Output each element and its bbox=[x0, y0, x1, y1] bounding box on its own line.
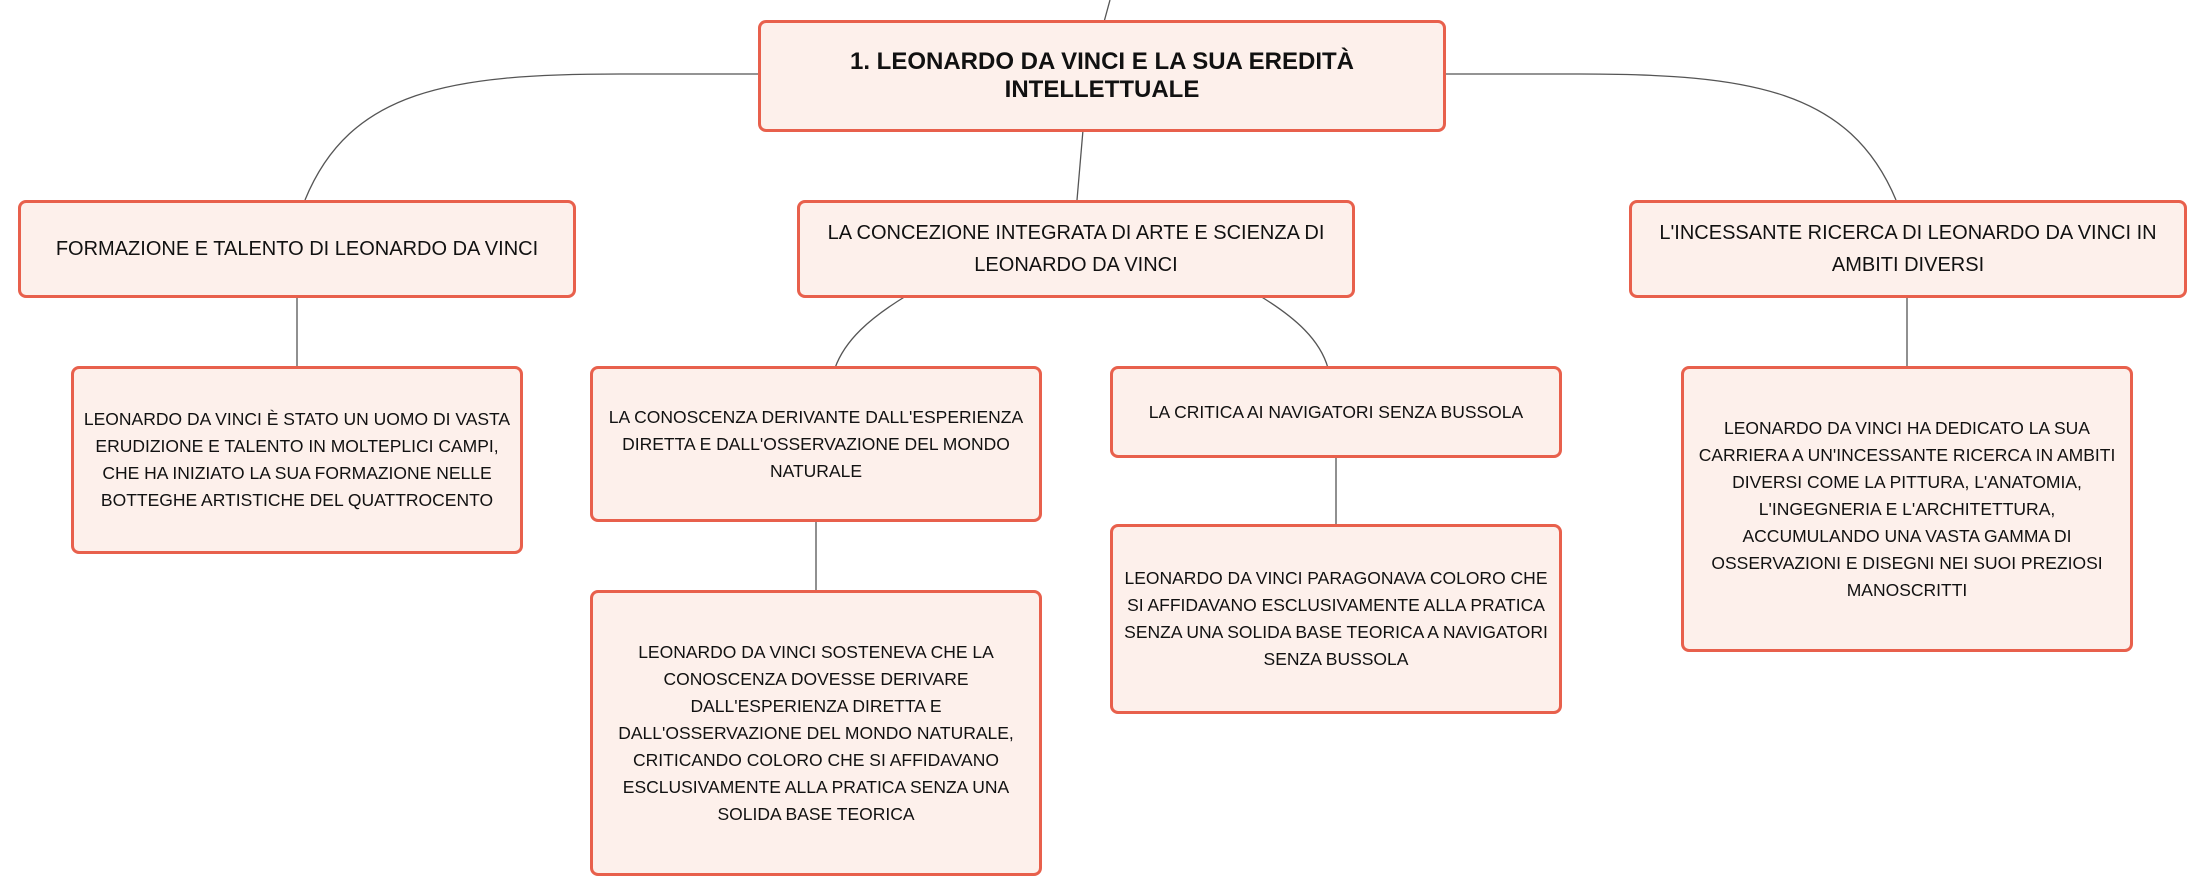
topic-concezione-title: LA CONCEZIONE INTEGRATA DI ARTE E SCIENZA DI LEONARDO DA VINCI bbox=[827, 222, 1325, 276]
topic-ricerca[interactable] bbox=[1629, 200, 2187, 298]
subtopic-conoscenza-detail-text: LEONARDO DA VINCI SOSTENEVA CHE LA CONOSCENZA DOVESSE DERIVARE DALL'ESPERIENZA DIRETTA E DALL'OSSERVAZIONE DEL MONDO NATURALE, CRITICANDO COLORO CHE SI AFFIDAVANO ESCLUSIVAMENTE ALLA PRATICA SENZA UNA SOLIDA BASE TEORICA bbox=[618, 641, 1014, 824]
subtopic-critica-detail[interactable] bbox=[1110, 524, 1562, 714]
subtopic-conoscenza[interactable] bbox=[590, 366, 1042, 522]
subtopic-formazione-detail-text: LEONARDO DA VINCI È STATO UN UOMO DI VASTA ERUDIZIONE E TALENTO IN MOLTEPLICI CAMPI, CHE HA INIZIATO LA SUA FORMAZIONE NELLE BOTTEGHE ARTISTICHE DEL QUATTROCENTO bbox=[83, 409, 511, 510]
topic-formazione-title: FORMAZIONE E TALENTO DI LEONARDO DA VINCI bbox=[55, 238, 539, 260]
subtopic-ricerca-detail-text: LEONARDO DA VINCI HA DEDICATO LA SUA CARRIERA A UN'INCESSANTE RICERCA IN AMBITI DIVERSI COME LA PITTURA, L'ANATOMIA, L'INGEGNERIA E L'ARCHITETTURA, ACCUMULANDO UNA VASTA GAMMA DI OSSERVAZIONI E DISEGNI NEI SUOI PREZIOSI MANOSCRITTI bbox=[1698, 417, 2116, 600]
subtopic-conoscenza-detail[interactable] bbox=[590, 590, 1042, 876]
connector-root-to-formazione bbox=[305, 74, 760, 200]
connector-concezione-to-conoscenza bbox=[835, 296, 906, 368]
subtopic-formazione-detail[interactable] bbox=[71, 366, 523, 554]
connector-root-parent bbox=[1104, 0, 1110, 22]
connector-root-to-concezione bbox=[1077, 130, 1083, 200]
topic-ricerca-title: L'INCESSANTE RICERCA DI LEONARDO DA VINCI IN AMBITI DIVERSI bbox=[1659, 222, 2157, 276]
topic-formazione[interactable] bbox=[18, 200, 576, 298]
connector-concezione-to-critica bbox=[1260, 296, 1328, 368]
subtopic-ricerca-detail[interactable] bbox=[1681, 366, 2133, 652]
subtopic-critica-detail-text: LEONARDO DA VINCI PARAGONAVA COLORO CHE SI AFFIDAVANO ESCLUSIVAMENTE ALLA PRATICA SENZA UNA SOLIDA BASE TEORICA A NAVIGATORI SENZA BUSSOLA bbox=[1124, 568, 1548, 669]
topic-concezione[interactable] bbox=[797, 200, 1355, 298]
root-topic-title: 1. LEONARDO DA VINCI E LA SUA EREDITÀ INTELLETTUALE bbox=[849, 48, 1355, 103]
subtopic-critica-text: LA CRITICA AI NAVIGATORI SENZA BUSSOLA bbox=[1148, 401, 1524, 422]
subtopic-conoscenza-text: LA CONOSCENZA DERIVANTE DALL'ESPERIENZA DIRETTA E DALL'OSSERVAZIONE DEL MONDO NATURALE bbox=[608, 406, 1024, 481]
subtopic-critica[interactable] bbox=[1110, 366, 1562, 458]
root-topic[interactable] bbox=[758, 20, 1446, 132]
connector-root-to-ricerca bbox=[1444, 74, 1896, 200]
